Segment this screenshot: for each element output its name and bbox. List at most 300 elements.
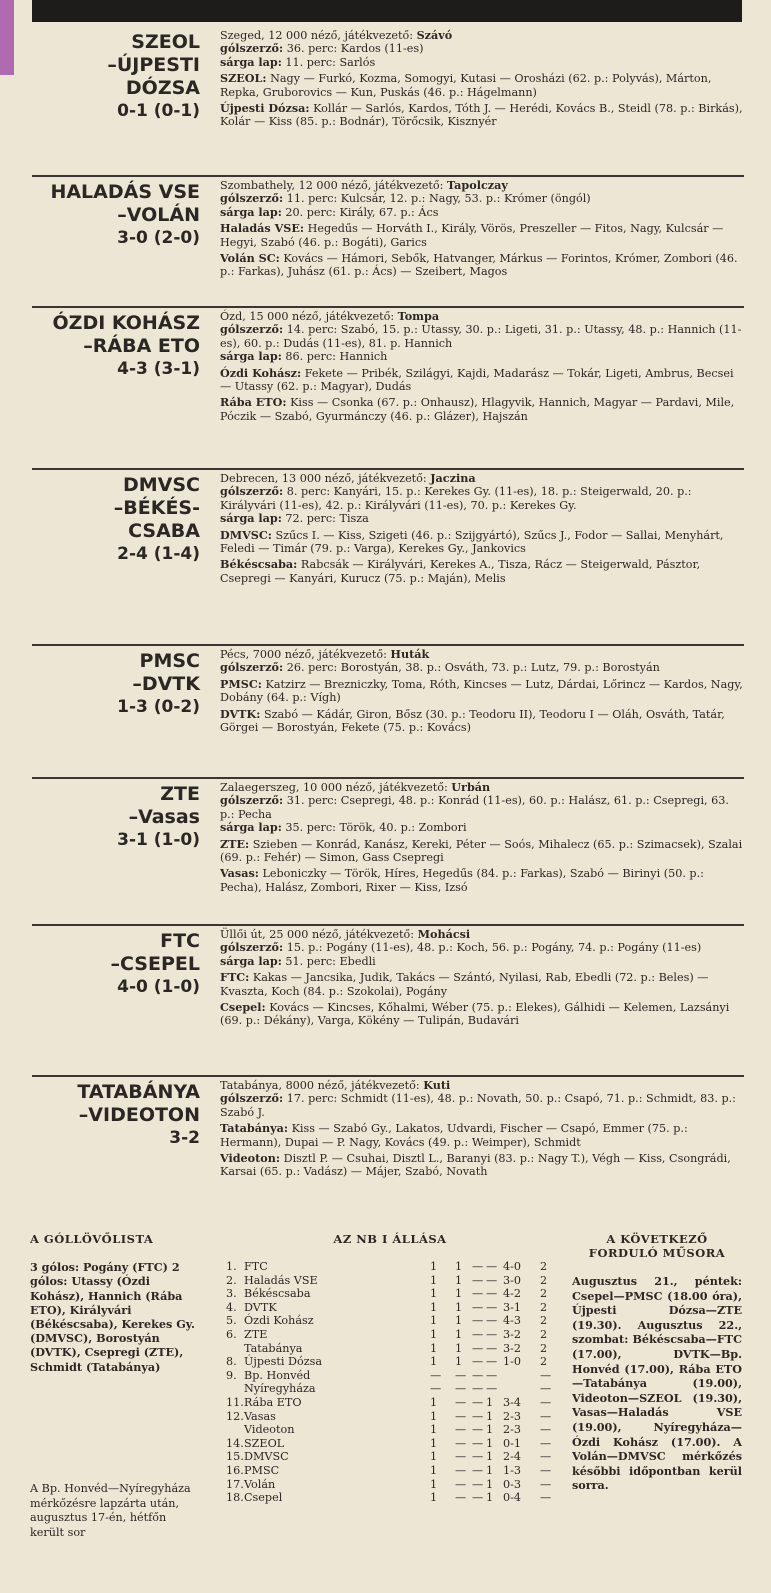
standings-wins: — — [455, 1423, 467, 1437]
scorers-text: 31. perc: Csepregi, 48. p.: Konrád (11-es), 60. p.: Halász, 61. p.: Csepregi, 63. p.: Pecha — [220, 794, 729, 821]
lineup-text: Kollár — Sarlós, Kardos, Tóth J. — Herédi, Kovács B., Steidl (78. p.: Birkás), Kolár — Kiss (85. p.: Bodnár), Törőcsik, Kisznyér — [220, 102, 743, 129]
cards-label: sárga lap: — [220, 820, 282, 835]
lineup-text: Katzirz — Brezniczky, Toma, Róth, Kincses — Lutz, Dárdai, Lőrincz — Kardos, Nagy, Dobány (64. p.: Vígh) — [220, 677, 743, 705]
scorers-label: gólszerző: — [220, 793, 284, 808]
standings-row — [220, 1478, 560, 1492]
standings-losses: 1 — [486, 1436, 494, 1450]
standings-draws: — — [472, 1491, 484, 1505]
postponed-note: A Bp. Honvéd—Nyíregyháza mérkőzésre lapzárta után, augusztus 17-én, hétfőn került sor — [30, 1482, 191, 1539]
standings-wins: — — [455, 1395, 467, 1409]
standings-points: 2 — [540, 1327, 548, 1341]
match-header — [32, 177, 210, 306]
standings-row — [220, 1328, 560, 1342]
standings-wins: — — [455, 1491, 467, 1505]
standings-losses: — — [486, 1260, 498, 1273]
standings-points: — — [540, 1436, 552, 1450]
scorers-label: gólszerző: — [220, 191, 284, 206]
lineup-text: Szűcs I. — Kiss, Szigeti (46. p.: Szijgyártó), Szűcs J., Fodor — Sallai, Menyhárt, Feledi — Timár (79. p.: Varga), Kerekes Gy., Jankovics — [220, 528, 724, 556]
standings-played: 1 — [430, 1491, 438, 1505]
lineup-team: Csepel: — [220, 1000, 266, 1015]
match-report — [32, 926, 744, 1077]
match-scorers — [220, 1092, 744, 1119]
lineup-text: Leboniczky — Török, Híres, Hegedűs (84. p.: Farkas), Szabó — Birinyi (50. p.: Pecha), Halász, Zombori, Rixer — Kiss, Izsó — [220, 867, 704, 894]
next-round-box — [572, 1232, 742, 1493]
standings-row — [220, 1382, 560, 1396]
standings-draws: — — [472, 1395, 484, 1409]
standings-row — [220, 1314, 560, 1328]
standings-goals: 3-2 — [503, 1327, 522, 1341]
standings-wins: 1 — [455, 1287, 463, 1301]
standings-position: 11. — [226, 1395, 244, 1409]
standings-goals: 2-3 — [503, 1409, 522, 1423]
match-cards — [220, 512, 744, 525]
lineup — [220, 396, 744, 423]
match-scorers — [220, 192, 744, 205]
match-info-label: Ózd, 15 000 néző, játékvezető: — [220, 310, 395, 323]
next-round-text: Augusztus 21., péntek: Csepel—PMSC (18.00 óra), Újpesti Dózsa—ZTE (19.30). Augusztus 22., szombat: Békéscsaba—FTC (17.00), DVTK—Bp. Honvéd (17.00), Rába ETO—Tatabánya (19.00), Videoton—SZEOL (19.30), Vasas—Haladás VSE (19.00), Nyíregyháza—Ózdi Kohász (17.00). A Volán—DMVSC mérkőzés későbbi időpontban kerül sorra. — [572, 1274, 742, 1493]
lineup — [220, 867, 744, 894]
match-header — [32, 779, 210, 924]
top-bar — [32, 0, 742, 22]
match-scorers — [220, 941, 744, 954]
lineup-text: Kiss — Csonka (67. p.: Onhausz), Hlagyvik, Hannich, Magyar — Pardavi, Mile, Póczik — Szabó, Gyurmánczy (46. p.: Glázer), Hajszán — [220, 396, 735, 423]
standings-team: Videoton — [244, 1423, 295, 1437]
standings-team: Ózdi Kohász — [244, 1314, 314, 1328]
scorers-text: 17. perc: Schmidt (11-es), 48. p.: Novath, 50. p.: Csapó, 71. p.: Schmidt, 83. p.: Szabó J. — [220, 1092, 736, 1119]
match-details — [210, 308, 744, 468]
standings-played: 1 — [430, 1477, 438, 1491]
match-scorers — [220, 485, 744, 512]
match-details — [210, 926, 744, 1075]
standings-draws: — — [472, 1355, 484, 1369]
standings-wins: — — [455, 1368, 467, 1382]
match-info-line — [220, 310, 744, 323]
match-header — [32, 926, 210, 1075]
standings-wins: — — [455, 1409, 467, 1423]
match-cards — [220, 350, 744, 363]
lineup — [220, 367, 744, 394]
match-teams: HALADÁS VSE –VOLÁN — [50, 181, 200, 226]
standings-draws: — — [472, 1450, 484, 1464]
cards-text: 35. perc: Török, 40. p.: Zombori — [285, 821, 467, 835]
standings-wins: — — [455, 1477, 467, 1491]
standings-wins: 1 — [455, 1341, 463, 1355]
standings-row — [220, 1464, 560, 1478]
standings-goals: 3-1 — [503, 1300, 522, 1314]
standings-position: 6. — [226, 1327, 237, 1341]
match-scorers — [220, 323, 744, 350]
standings-played: — — [430, 1382, 442, 1396]
standings-team: Haladás VSE — [244, 1273, 318, 1287]
standings-played: 1 — [430, 1287, 438, 1301]
standings-draws: — — [472, 1436, 484, 1450]
lineup-text: Kiss — Szabó Gy., Lakatos, Udvardi, Fischer — Csapó, Emmer (75. p.: Hermann), Dupai — P. Nagy, Kovács (49. p.: Weimper), Schmidt — [220, 1122, 688, 1149]
standings-points: 2 — [540, 1314, 548, 1328]
standings-draws: — — [472, 1273, 484, 1287]
side-color-tab — [0, 0, 14, 75]
lineup-text: Kovács — Kincses, Kőhalmi, Wéber (75. p.: Elekes), Gálhidi — Kelemen, Lazsányi (69. p.: Dékány), Varga, Kökény — Tulipán, Budavári — [220, 1001, 730, 1028]
standings-points: — — [540, 1368, 552, 1382]
scorers-text: 15. p.: Pogány (11-es), 48. p.: Koch, 56. p.: Pogány, 74. p.: Pogány (11-es) — [286, 941, 702, 955]
lineup-text: Nagy — Furkó, Kozma, Somogyi, Kutasi — Orosházi (62. p.: Polyvás), Márton, Repka, Gruborovics — Kun, Puskás (46. p.: Hágelmann) — [220, 72, 712, 99]
top-scorers-title: A GÓLLÖVŐLISTA — [30, 1232, 154, 1246]
standings-row — [220, 1423, 560, 1437]
standings-played: 1 — [430, 1450, 438, 1464]
standings-draws: — — [472, 1423, 484, 1437]
standings-played: — — [430, 1368, 442, 1382]
lineup — [220, 252, 744, 279]
lineup — [220, 1152, 744, 1179]
standings-position: 12. — [226, 1409, 244, 1423]
lineup-team: Videoton: — [220, 1151, 281, 1166]
standings-losses: 1 — [486, 1477, 494, 1491]
scorers-label: gólszerző: — [220, 484, 284, 499]
standings-rows — [220, 1260, 560, 1505]
standings-wins: 1 — [455, 1314, 463, 1328]
referee-name: Kuti — [423, 1078, 451, 1092]
lineup-text: Szieben — Konrád, Kanász, Kereki, Péter — Soós, Mihalecz (65. p.: Szimacsek), Szalai (69. p.: Fehér) — Simon, Gass Csepregi — [220, 837, 743, 865]
standings-position: 14. — [226, 1436, 244, 1450]
match-cards — [220, 56, 744, 69]
standings-draws: — — [472, 1260, 484, 1273]
lineup-text: Kovács — Hámori, Sebők, Hatvanger, Márkus — Forintos, Krómer, Zombori (46. p.: Farkas), Juhász (61. p.: Ács) — Szeibert, Magos — [220, 252, 738, 279]
match-cards — [220, 206, 744, 219]
lineup-text: Disztl P. — Csuhai, Disztl L., Baranyi (83. p.: Nagy T.), Végh — Kiss, Csongrádi, Karsai (65. p.: Vadász) — Májer, Szabó, Novath — [220, 1152, 731, 1179]
standings-losses: — — [486, 1355, 498, 1369]
lineup — [220, 971, 744, 998]
match-teams: TATABÁNYA –VIDEOTON — [77, 1081, 200, 1126]
standings-row — [220, 1491, 560, 1505]
lineup-team: PMSC: — [220, 676, 262, 691]
top-scorers-box — [30, 1232, 200, 1374]
standings-points: — — [540, 1477, 552, 1491]
standings-draws: — — [472, 1300, 484, 1314]
scorers-label: gólszerző: — [220, 1091, 284, 1106]
match-details — [210, 177, 744, 306]
standings-losses: 1 — [486, 1409, 494, 1423]
match-score: 3-1 (1-0) — [117, 830, 200, 850]
standings-wins: 1 — [455, 1300, 463, 1314]
standings-losses: 1 — [486, 1463, 494, 1477]
match-header — [32, 27, 210, 175]
standings-losses: 1 — [486, 1450, 494, 1464]
standings-wins: 1 — [455, 1327, 463, 1341]
match-report — [32, 177, 744, 308]
lineup — [220, 1122, 744, 1149]
scorers-label: gólszerző: — [220, 41, 284, 56]
next-round-title: A KÖVETKEZŐ FORDULÓ MŰSORA — [588, 1232, 726, 1260]
match-details — [210, 1077, 744, 1208]
standings-goals: 2-4 — [503, 1450, 522, 1464]
match-info-line — [220, 648, 744, 661]
match-scorers — [220, 42, 744, 55]
cards-label: sárga lap: — [220, 204, 282, 219]
standings-losses: — — [486, 1368, 498, 1382]
match-report — [32, 779, 744, 926]
standings-played: 1 — [430, 1314, 438, 1328]
standings-team: Volán — [244, 1477, 276, 1491]
standings-position: 4. — [226, 1300, 237, 1314]
standings-played: 1 — [430, 1423, 438, 1437]
standings-played: 1 — [430, 1260, 438, 1273]
standings-goals: 4-2 — [503, 1287, 522, 1301]
standings-team: Nyíregyháza — [244, 1382, 316, 1396]
standings-position: 8. — [226, 1355, 237, 1369]
match-teams: ÓZDI KOHÁSZ –RÁBA ETO — [52, 312, 200, 357]
lineup-team: Tatabánya: — [220, 1121, 289, 1136]
match-info-line — [220, 29, 744, 42]
standings-draws: — — [472, 1477, 484, 1491]
lineup-team: Volán SC: — [220, 251, 280, 266]
standings-draws: — — [472, 1463, 484, 1477]
lineup-team: ZTE: — [220, 836, 250, 851]
standings-row — [220, 1410, 560, 1424]
standings-team: DMVSC — [244, 1450, 289, 1464]
lineup — [220, 1001, 744, 1028]
standings-team: Vasas — [244, 1409, 276, 1423]
match-reports — [32, 27, 744, 1208]
standings-losses: — — [486, 1382, 498, 1396]
match-info-label: Zalaegerszeg, 10 000 néző, játékvezető: — [220, 781, 448, 794]
standings-draws: — — [472, 1314, 484, 1328]
match-teams: FTC –CSEPEL — [110, 930, 200, 975]
standings-position: 15. — [226, 1450, 244, 1464]
standings-points: 2 — [540, 1273, 548, 1287]
standings-losses: 1 — [486, 1395, 494, 1409]
referee-name: Jaczina — [430, 471, 476, 485]
standings-played: 1 — [430, 1327, 438, 1341]
cards-text: 51. perc: Ebedli — [285, 954, 376, 968]
lineup-text: Szabó — Kádár, Giron, Bősz (30. p.: Teodoru II), Teodoru I — Oláh, Osváth, Tatár, Görgei — Borostyán, Fekete (75. p.: Kovács) — [220, 707, 725, 735]
standings-played: 1 — [430, 1409, 438, 1423]
match-info-line — [220, 928, 744, 941]
scorers-label: gólszerző: — [220, 940, 284, 955]
standings-position: 5. — [226, 1314, 237, 1328]
match-teams: SZEOL –ÚJPESTI DÓZSA — [107, 31, 200, 99]
standings-wins: 1 — [455, 1355, 463, 1369]
standings-draws: — — [472, 1409, 484, 1423]
standings-row — [220, 1342, 560, 1356]
lineup-team: DMVSC: — [220, 527, 272, 542]
standings-losses: — — [486, 1341, 498, 1355]
standings-played: 1 — [430, 1355, 438, 1369]
standings-team: Újpesti Dózsa — [244, 1355, 323, 1369]
lineup-team: Békéscsaba: — [220, 557, 298, 572]
standings-wins: 1 — [455, 1260, 463, 1273]
match-header — [32, 1077, 210, 1208]
standings-losses: — — [486, 1300, 498, 1314]
cards-text: 20. perc: Király, 67. p.: Ács — [285, 205, 439, 219]
standings-team: PMSC — [244, 1463, 280, 1477]
standings-team: Rába ETO — [244, 1395, 302, 1409]
standings-team: SZEOL — [244, 1436, 285, 1450]
match-info-label: Üllői út, 25 000 néző, játékvezető: — [220, 928, 415, 941]
match-info-label: Szombathely, 12 000 néző, játékvezető: — [220, 179, 444, 192]
match-details — [210, 27, 744, 175]
standings-wins: — — [455, 1450, 467, 1464]
match-report — [32, 1077, 744, 1208]
scorers-label: gólszerző: — [220, 322, 284, 337]
match-score: 3-2 — [169, 1128, 200, 1148]
standings-goals: 3-4 — [503, 1395, 522, 1409]
standings-points: 2 — [540, 1287, 548, 1301]
standings-draws: — — [472, 1382, 484, 1396]
standings-points: — — [540, 1382, 552, 1396]
cards-label: sárga lap: — [220, 54, 282, 69]
lineup — [220, 102, 744, 129]
match-teams: ZTE –Vasas — [128, 783, 200, 828]
standings-row — [220, 1301, 560, 1315]
standings-losses: — — [486, 1287, 498, 1301]
standings-points: — — [540, 1450, 552, 1464]
match-details — [210, 470, 744, 644]
standings-draws: — — [472, 1327, 484, 1341]
lineup-team: Haladás VSE: — [220, 221, 304, 236]
standings-points: — — [540, 1409, 552, 1423]
match-report — [32, 308, 744, 470]
standings-losses: — — [486, 1273, 498, 1287]
standings-table — [220, 1232, 560, 1505]
bottom-section — [24, 1230, 746, 1590]
standings-position: 9. — [226, 1368, 237, 1382]
match-report — [32, 27, 744, 177]
standings-goals: 1-0 — [503, 1355, 522, 1369]
standings-team: DVTK — [244, 1300, 277, 1314]
standings-team: Békéscsaba — [244, 1287, 311, 1301]
standings-played: 1 — [430, 1436, 438, 1450]
standings-row — [220, 1437, 560, 1451]
scorers-text: 11. perc: Kulcsár, 12. p.: Nagy, 53. p.: Krómer (öngól) — [286, 192, 591, 206]
standings-position: 18. — [226, 1491, 244, 1505]
lineup-team: SZEOL: — [220, 71, 267, 86]
standings-points: 2 — [540, 1355, 548, 1369]
match-teams: PMSC –DVTK — [132, 650, 200, 695]
standings-goals: 3-2 — [503, 1341, 522, 1355]
match-info-label: Debrecen, 13 000 néző, játékvezető: — [220, 472, 427, 485]
standings-team: Bp. Honvéd — [244, 1368, 311, 1382]
lineup — [220, 529, 744, 556]
standings-goals: 3-0 — [503, 1273, 522, 1287]
referee-name: Urbán — [451, 780, 491, 794]
standings-team: Csepel — [244, 1491, 283, 1505]
standings-row — [220, 1260, 560, 1274]
referee-name: Mohácsi — [417, 927, 471, 941]
lineup-team: Újpesti Dózsa: — [220, 101, 310, 116]
lineup-text: Rabcsák — Királyvári, Kerekes A., Tisza, Rácz — Steigerwald, Pásztor, Csepregi — Kanyári, Kurucz (75. p.: Maján), Melis — [220, 558, 701, 585]
cards-label: sárga lap: — [220, 511, 282, 526]
standings-wins: — — [455, 1463, 467, 1477]
standings-draws: — — [472, 1341, 484, 1355]
referee-name: Tompa — [397, 309, 440, 323]
standings-losses: 1 — [486, 1491, 494, 1505]
standings-position: 2. — [226, 1273, 237, 1287]
match-info-line — [220, 781, 744, 794]
match-score: 2-4 (1-4) — [117, 544, 200, 564]
match-cards — [220, 821, 744, 834]
standings-losses: — — [486, 1327, 498, 1341]
standings-draws: — — [472, 1368, 484, 1382]
standings-team: ZTE — [244, 1327, 268, 1341]
match-header — [32, 308, 210, 468]
standings-row — [220, 1355, 560, 1369]
match-score: 3-0 (2-0) — [117, 228, 200, 248]
standings-goals: 0-4 — [503, 1491, 522, 1505]
lineup-text: Kakas — Jancsika, Judik, Takács — Szántó, Nyilasi, Rab, Ebedli (72. p.: Beles) — Kvaszta, Koch (84. p.: Szokolai), Pogány — [220, 971, 709, 998]
match-header — [32, 646, 210, 777]
match-scorers — [220, 794, 744, 821]
lineup-team: Rába ETO: — [220, 395, 287, 410]
standings-goals: 0-1 — [503, 1436, 522, 1450]
match-score: 4-3 (3-1) — [117, 359, 200, 379]
standings-played: 1 — [430, 1300, 438, 1314]
match-teams: DMVSC –BÉKÉS- CSABA — [113, 474, 200, 542]
match-cards — [220, 955, 744, 968]
referee-name: Szávó — [416, 28, 453, 42]
standings-played: 1 — [430, 1273, 438, 1287]
standings-points: 2 — [540, 1341, 548, 1355]
lineup — [220, 222, 744, 249]
cards-text: 11. perc: Sarlós — [285, 55, 376, 69]
standings-losses: 1 — [486, 1423, 494, 1437]
standings-goals: 4-0 — [503, 1260, 522, 1273]
scorers-text: 26. perc: Borostyán, 38. p.: Osváth, 73. p.: Lutz, 79. p.: Borostyán — [286, 661, 660, 675]
standings-goals: 2-3 — [503, 1423, 522, 1437]
standings-title: AZ NB I ÁLLÁSA — [333, 1232, 447, 1246]
standings-losses: — — [486, 1314, 498, 1328]
match-report — [32, 470, 744, 646]
standings-wins: — — [455, 1382, 467, 1396]
standings-played: 1 — [430, 1463, 438, 1477]
lineup-team: Vasas: — [220, 866, 259, 881]
lineup-team: Ózdi Kohász: — [220, 365, 302, 380]
scorers-text: 8. perc: Kanyári, 15. p.: Kerekes Gy. (11-es), 18. p.: Steigerwald, 20. p.: Királyvári (11-es), 42. p.: Királyvári (11-es), 70. p.: Kerekes Gy. — [220, 485, 692, 512]
standings-row — [220, 1274, 560, 1288]
match-info-label: Pécs, 7000 néző, játékvezető: — [220, 648, 387, 661]
cards-text: 86. perc: Hannich — [285, 350, 388, 364]
lineup-text: Fekete — Pribék, Szilágyi, Kajdi, Madarász — Tokár, Ligeti, Ambrus, Becsei — Utassy (62. p.: Magyar), Dudás — [220, 366, 734, 394]
match-details — [210, 779, 744, 924]
scorers-label: gólszerző: — [220, 660, 284, 675]
lineup — [220, 838, 744, 865]
scorers-text: 36. perc: Kardos (11-es) — [286, 42, 424, 56]
match-score: 0-1 (0-1) — [117, 101, 200, 121]
standings-position: 3. — [226, 1287, 237, 1301]
match-info-line — [220, 472, 744, 485]
standings-points: — — [540, 1395, 552, 1409]
match-score: 4-0 (1-0) — [117, 977, 200, 997]
match-report — [32, 646, 744, 779]
standings-goals: 4-3 — [503, 1314, 522, 1328]
match-info-line — [220, 179, 744, 192]
standings-points: — — [540, 1463, 552, 1477]
lineup-text: Hegedűs — Horváth I., Király, Vörös, Preszeller — Fitos, Nagy, Kulcsár — Hegyi, Szabó (46. p.: Bogáti), Garics — [220, 222, 724, 249]
match-info-label: Tatabánya, 8000 néző, játékvezető: — [220, 1079, 420, 1092]
referee-name: Tapolczay — [446, 178, 508, 192]
lineup-team: DVTK: — [220, 706, 261, 721]
match-score: 1-3 (0-2) — [117, 697, 200, 717]
standings-position: 16. — [226, 1463, 244, 1477]
match-header — [32, 470, 210, 644]
standings-played: 1 — [430, 1395, 438, 1409]
standings-points: 2 — [540, 1260, 548, 1273]
lineup — [220, 72, 744, 99]
match-info-label: Szeged, 12 000 néző, játékvezető: — [220, 29, 413, 42]
standings-points: — — [540, 1423, 552, 1437]
standings-row — [220, 1369, 560, 1383]
lineup — [220, 678, 744, 705]
lineup — [220, 558, 744, 585]
lineup-team: FTC: — [220, 970, 250, 985]
